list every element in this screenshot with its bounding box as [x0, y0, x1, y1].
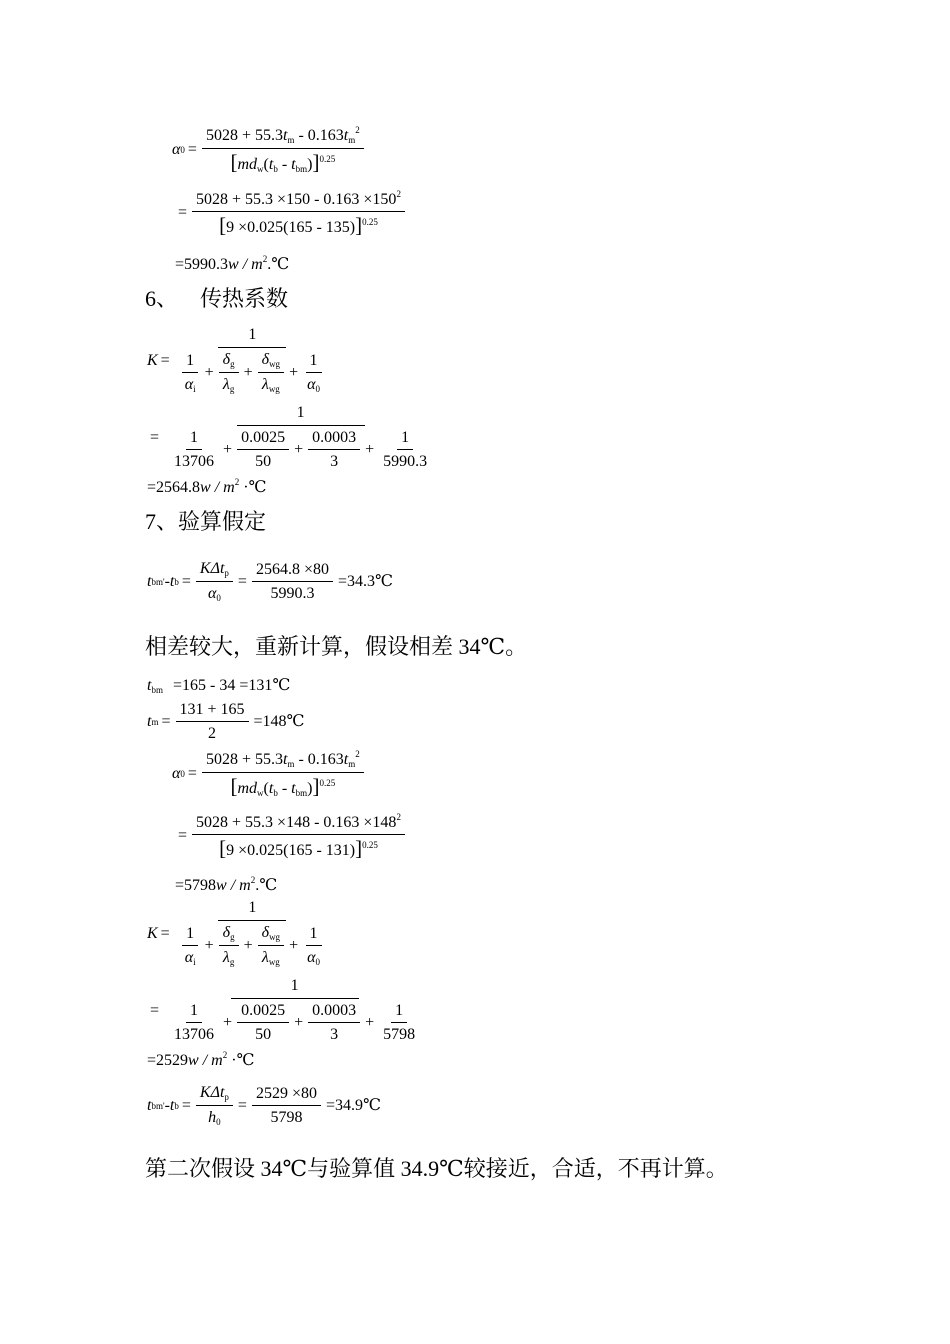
alpha-symbol: α	[172, 141, 181, 158]
alpha0-formula-2: α 0 = $\frac{5028 + 55.3t_m - 0.163t_m^2}{[md_w(t_b - t_{bm})]^{0.25}}$	[172, 750, 366, 798]
alpha0-fraction: $\frac{5028 + 55.3t_m - 0.163t_m^2}{[md_w(t_b - t_{bm})]^{0.25}}$	[202, 126, 364, 174]
k-substituted: = 1 $\frac{1}{13706}$ + $\frac{0.0025}{50}$ + $\frac{0.0003}{3}$ + $\frac{1}{5990.3}$	[150, 404, 428, 470]
k-formula: K = 1 $\frac{1}{\alpha_i}$ + $\frac{\delta_g}{\lambda_g}$ + $\frac{\delta_{wg}}{\lambda_{wg}}$ + $\frac{1}{\alpha_0}$	[147, 326, 320, 394]
alpha0-result-2: $=5798w / m^2.℃$	[175, 875, 278, 894]
k-result: $=2564.8w / m^2$ ·℃	[147, 477, 267, 496]
alpha0-substituted: = $\frac{5028 + 55.3 \times 150 - 0.163 \times 150^2}{[9 \times 0.025(165 - 135)]^{0.25}}$	[175, 190, 407, 236]
paragraph-reassume: 相差较大，重新计算，假设相差 34℃。	[145, 634, 528, 659]
tm-line: t m = $\frac{131 + 165}{2}$ =148℃	[147, 701, 305, 742]
k-result-2: $=2529w / m^2$ ·℃	[147, 1050, 255, 1069]
alpha0-substituted-2: = $\frac{5028 + 55.3 \times 148 - 0.163 \times 148^2}{[9 \times 0.025(165 - 131)]^{0.25}}$	[175, 813, 407, 859]
tbm-line: $t_{bm} =165 - 34$ =131℃	[147, 677, 291, 695]
alpha0-formula: α 0 = $\frac{5028 + 55.3t_m - 0.163t_m^2}{[md_w(t_b - t_{bm})]^{0.25}}$	[172, 126, 366, 174]
k-substituted-2: = 1 $\frac{1}{13706}$ + $\frac{0.0025}{50}$ + $\frac{0.0003}{3}$ + $\frac{1}{5798}$	[150, 977, 416, 1043]
check-formula-2: t bm ' - t b = $\frac{K\Delta t_p}{h_0}$ = $\frac{2529 \times 80}{5798}$ =34.9℃	[147, 1084, 381, 1127]
k-formula-2: K = 1 $\frac{1}{\alpha_i}$ + $\frac{\delta_g}{\lambda_g}$ + $\frac{\delta_{wg}}{\lambda_{wg}}$ + $\frac{1}{\alpha_0}$	[147, 899, 320, 967]
check-formula-1: t bm ' - t b = $\frac{K\Delta t_p}{\alpha_0}$ = $\frac{2564.8 \times 80}{5990.3}$ =34.3℃	[147, 560, 393, 603]
section-heading-6: 6、 传热系数	[145, 286, 289, 311]
section-heading-7: 7、验算假定	[145, 509, 267, 534]
alpha0-result: $=5990.3w / m^2.℃$	[175, 254, 290, 273]
paragraph-conclusion: 第二次假设 34℃与验算值 34.9℃较接近，合适，不再计算。	[145, 1156, 728, 1181]
